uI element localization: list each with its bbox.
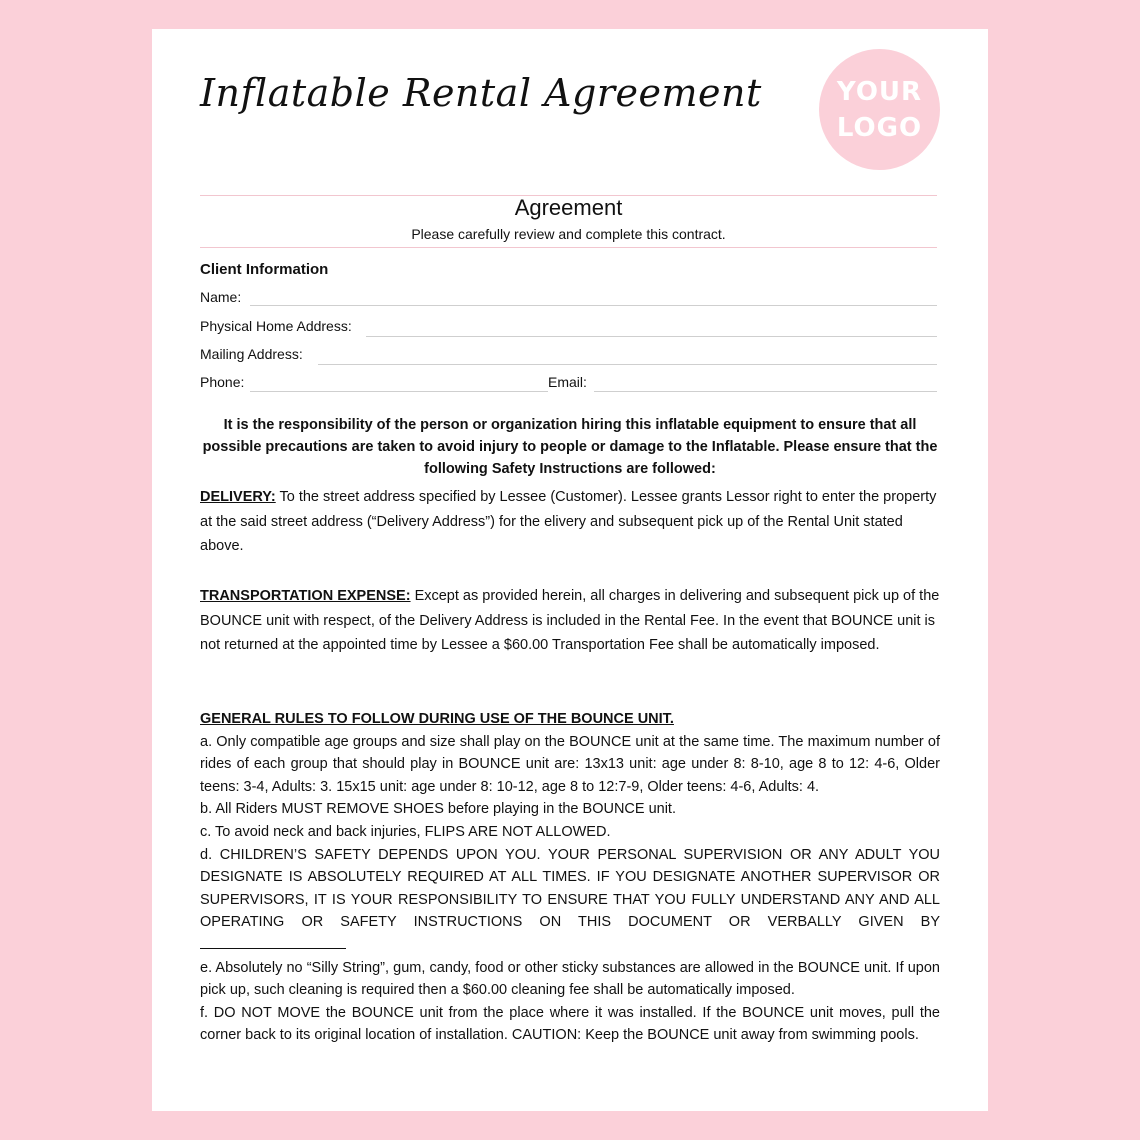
transportation-label: TRANSPORTATION EXPENSE:: [200, 588, 411, 604]
email-input-line[interactable]: [594, 391, 937, 392]
rule-e: e. Absolutely no “Silly String”, gum, candy, food or other sticky substances are allowed in the BOUNCE unit. If upon pick up, such cleaning is required then a $60.00 cleaning fee shall be automatically imposed.: [200, 959, 940, 999]
name-input-line[interactable]: [250, 305, 937, 306]
agreement-heading: Agreement: [514, 195, 623, 220]
logo-text-line1: YOUR: [836, 76, 923, 107]
logo-placeholder: [819, 49, 940, 170]
transportation-text: Except as provided herein, all charges in delivering and subsequent pick up of the BOUNCE unit with respect, of the Delivery Address is included in the Rental Fee. In the event that BOUNCE unit is not returned at the appointed time by Lessee a $60.00 Transportation Fee shall be automatically imposed.: [200, 588, 940, 653]
home-address-input-line[interactable]: [366, 336, 937, 337]
rule-f: f. DO NOT MOVE the BOUNCE unit from the place where it was installed. If the BOUNCE unit moves, pull the corner back to its original location of installation. CAUTION: Keep the BOUNCE unit away from swimming pools.: [200, 1004, 940, 1044]
delivery-clause: [200, 485, 940, 559]
document-title: Inflatable Rental Agreement: [200, 71, 762, 115]
mailing-address-input-line[interactable]: [318, 364, 937, 365]
mailing-address-label: Mailing Address:: [200, 346, 303, 362]
logo-text-line2: LOGO: [836, 112, 923, 143]
email-label: Email:: [548, 374, 587, 390]
rule-d: [200, 844, 940, 957]
rule-b: b. All Riders MUST REMOVE SHOES before playing in the BOUNCE unit.: [200, 801, 676, 818]
phone-input-line[interactable]: [250, 391, 548, 392]
header-bottom-divider: [200, 247, 937, 248]
phone-label: Phone:: [200, 374, 245, 390]
rule-a: a. Only compatible age groups and size shall play on the BOUNCE unit at the same time. The maximum number of rides of each group that should play in BOUNCE unit are: 13x13 unit: age under 8: 8-10, age 8 to 12: 4-6, Older teens: 3-4, Adults: 3. 15x15 unit: age under 8: 10-12, age 8 to 12:7-9, Older teens: 4-6, Adults: 4.: [200, 733, 940, 795]
home-address-label: Physical Home Address:: [200, 318, 352, 334]
delivery-text: To the street address specified by Lessee (Customer). Lessee grants Lessor right to enter the property at the said street address (“Delivery Address”) for the elivery and subsequent pick up of the Rental Unit stated above.: [200, 489, 937, 554]
rule-c: c. To avoid neck and back injuries, FLIPS ARE NOT ALLOWED.: [200, 823, 611, 840]
general-rules-section: [200, 708, 940, 1047]
rule-d-text: d. CHILDREN’S SAFETY DEPENDS UPON YOU. YOUR PERSONAL SUPERVISION OR ANY ADULT YOU DESIGNATE IS ABSOLUTELY REQUIRED AT ALL TIMES. IF YOU DESIGNATE ANOTHER SUPERVISOR OR SUPERVISORS, IT IS YOUR RESPONSIBILITY TO ENSURE THAT YOU FULLY UNDERSTAND ANY AND ALL OPERATING OR SAFETY INSTRUCTIONS ON THIS DOCUMENT OR VERBALLY GIVEN BY: [200, 846, 940, 931]
transportation-clause: [200, 584, 940, 658]
safety-warning: It is the responsibility of the person or organization hiring this inflatable equipment to ensure that all possible precautions are taken to avoid injury to people or damage to the Inflatable. Please ensure that the following Safety Instructions are followed:: [202, 417, 938, 477]
client-info-label: Client Information: [200, 261, 329, 278]
given-by-blank[interactable]: [200, 936, 346, 949]
agreement-page: [152, 29, 988, 1111]
agreement-subheading: Please carefully review and complete this contract.: [411, 226, 726, 242]
general-rules-heading: GENERAL RULES TO FOLLOW DURING USE OF THE BOUNCE UNIT.: [200, 711, 674, 727]
delivery-label: DELIVERY:: [200, 489, 276, 505]
name-label: Name:: [200, 289, 242, 305]
